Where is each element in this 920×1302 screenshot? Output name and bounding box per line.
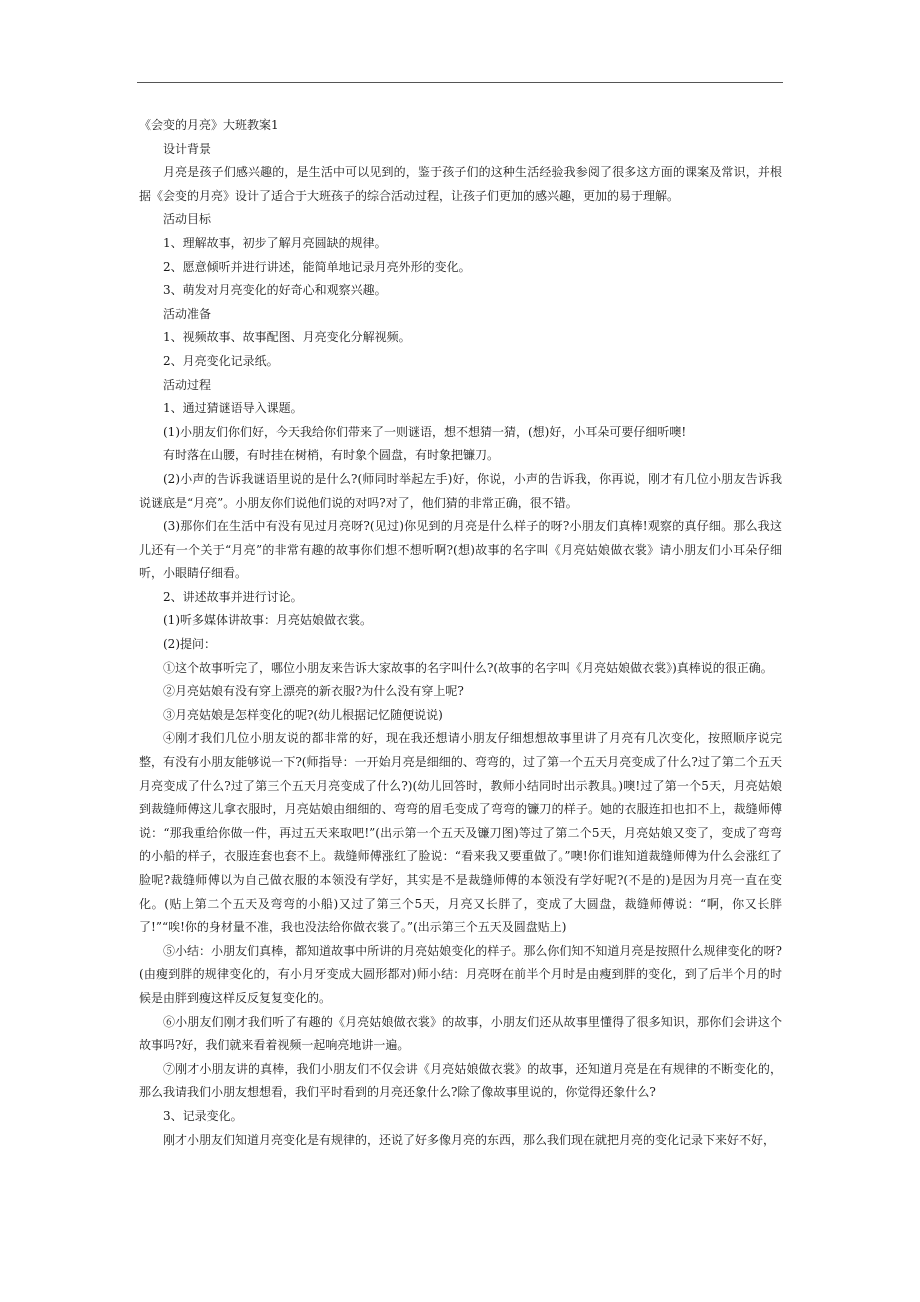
- paragraph: 1、通过猜谜语导入课题。: [163, 401, 303, 416]
- paragraph: 2、讲述故事并进行讨论。: [163, 589, 303, 604]
- paragraph: (1)听多媒体讲故事：月亮姑娘做衣裳。: [163, 613, 372, 628]
- document-body: [139, 114, 782, 1152]
- paragraph: 有时落在山腰，有时挂在树梢，有时象个圆盘，有时象把镰刀。: [163, 448, 500, 463]
- paragraph: ①这个故事听完了，哪位小朋友来告诉大家故事的名字叫什么?(故事的名字叫《月亮姑娘做衣裳》)真棒说的很正确。: [163, 660, 773, 675]
- paragraph: (3)那你们在生活中有没有见过月亮呀?(见过)你见到的月亮是什么样子的呀?小朋友们真棒!观察的真仔细。那么我这儿还有一个关于“月亮”的非常有趣的故事你们想不想听啊?(想)故事的名字叫《月亮姑娘做衣裳》请小朋友们小耳朵仔细听，小眼睛仔细看。: [139, 519, 782, 581]
- paragraph: 设计背景: [163, 141, 212, 156]
- paragraph: ⑤小结：小朋友们真棒，都知道故事中所讲的月亮姑娘变化的样子。那么你们知不知道月亮是按照什么规律变化的呀?(由瘦到胖的规律变化的，有小月牙变成大圆形都对)师小结：月亮呀在前半个月时是由瘦到胖的变化，到了后半个月的时候是由胖到瘦这样反反复复变化的。: [139, 943, 782, 1005]
- paragraph: 月亮是孩子们感兴趣的，是生活中可以见到的，鉴于孩子们的这种生活经验我参阅了很多这方面的课案及常识，并根据《会变的月亮》设计了适合于大班孩子的综合活动过程，让孩子们更加的感兴趣，更加的易于理解。: [139, 165, 782, 203]
- header-rule: [137, 82, 783, 83]
- paragraph: (2)小声的告诉我谜语里说的是什么?(师同时举起左手)好，你说，小声的告诉我，你再说，刚才有几位小朋友告诉我说谜底是“月亮”。小朋友你们说他们说的对吗?对了，他们猜的非常正确，很不错。: [139, 471, 782, 510]
- paragraph: 1、理解故事，初步了解月亮圆缺的规律。: [163, 235, 387, 250]
- paragraph: ⑥小朋友们刚才我们听了有趣的《月亮姑娘做衣裳》的故事，小朋友们还从故事里懂得了很多知识，那你们会讲这个故事吗?好，我们就来看着视频一起响亮地讲一遍。: [139, 1014, 782, 1053]
- paragraph: 2、月亮变化记录纸。: [163, 353, 279, 368]
- paragraph: ③月亮姑娘是怎样变化的呢?(幼儿根据记忆随便说说): [163, 707, 443, 722]
- paragraph: ⑦刚才小朋友讲的真棒，我们小朋友们不仅会讲《月亮姑娘做衣裳》的故事，还知道月亮是在有规律的不断变化的，那么我请我们小朋友想想看，我们平时看到的月亮还象什么?除了像故事里说的，你觉得还象什么?: [139, 1061, 782, 1100]
- paragraph: 2、愿意倾听并进行讲述，能简单地记录月亮外形的变化。: [163, 259, 471, 274]
- paragraph: 1、视频故事、故事配图、月亮变化分解视频。: [163, 330, 411, 345]
- document-title: 《会变的月亮》大班教案1: [139, 118, 279, 132]
- paragraph: (1)小朋友们你们好，今天我给你们带来了一则谜语，想不想猜一猜，(想)好，小耳朵可要仔细听噢!: [163, 424, 687, 439]
- paragraph: 活动过程: [163, 377, 212, 392]
- paragraph: 刚才小朋友们知道月亮变化是有规律的，还说了好多像月亮的东西，那么我们现在就把月亮的变化记录下来好不好，: [163, 1132, 776, 1147]
- paragraph: 活动准备: [163, 306, 212, 321]
- paragraph: ④刚才我们几位小朋友说的都非常的好，现在我还想请小朋友仔细想想故事里讲了月亮有几次变化，按照顺序说完整，有没有小朋友能够说一下?(师指导：一开始月亮是细细的、弯弯的，过了第一个五天月亮变成了什么?过了第二个五天月亮变成了什么?过了第三个五天月亮变成了什么?)(幼儿回答时，教师小结同时出示教具。)噢!过了第一个5天，月亮姑娘到裁缝师傅这儿拿衣服时，月亮姑娘由细细的、弯弯的眉毛变成了弯弯的镰刀的样子。她的衣服连扣也扣不上，裁缝师傅说：“那我重给你做一件，再过五天来取吧!”(出示第一个五天及镰刀图)等过了第二个5天，月亮姑娘又变了，变成了弯弯的小船的样子，衣服连套也套不上。裁缝师傅涨红了脸说：“看来我又要重做了。”噢!你们谁知道裁缝师傅为什么会涨红了脸呢?裁缝师傅以为自己做衣服的本领没有学好，其实是不是裁缝师傅的本领没有学好呢?(不是的)是因为月亮一直在变化。(贴上第二个五天及弯弯的小船)又过了第三个5天，月亮又长胖了，变成了大圆盘，裁缝师傅说：“啊，你又长胖了!”“唉!你的身材量不准，我也没法给你做衣裳了。”(出示第三个五天及圆盘贴上): [139, 731, 782, 935]
- paragraph: ②月亮姑娘有没有穿上漂亮的新衣服?为什么没有穿上呢?: [163, 684, 464, 699]
- paragraph: 3、萌发对月亮变化的好奇心和观察兴趣。: [163, 283, 387, 298]
- paragraph: (2)提问：: [163, 637, 216, 652]
- paragraph: 3、记录变化。: [163, 1108, 243, 1123]
- paragraph: 活动目标: [163, 212, 212, 227]
